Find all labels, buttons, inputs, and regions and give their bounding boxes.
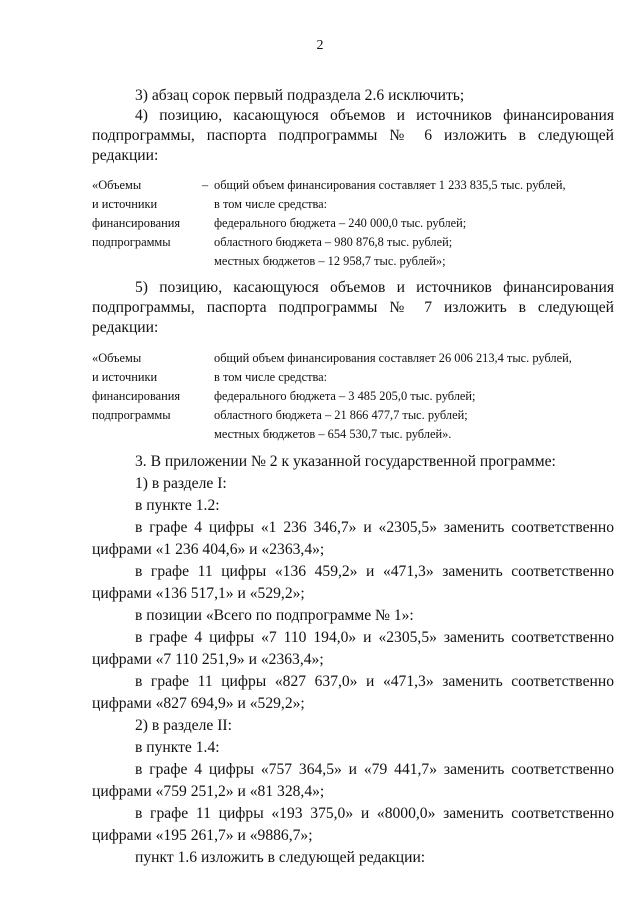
amendment-line: цифрами «7 110 251,9» и «2363,4»; [92,651,324,668]
table-value: местных бюджетов – 654 530,7 тыс. рублей». [214,427,452,441]
amendment-line: в графе 4 цифры «1 236 346,7» и «2305,5» заменить соответственно [135,519,614,536]
paragraph-5-line-3: редакции: [92,319,159,336]
amendment-line: в графе 11 цифры «193 375,0» и «8000,0» заменить соответственно [135,805,614,822]
paragraph-5-line-2: подпрограммы, паспорта подпрограммы № 7 изложить в следующей [92,299,614,316]
section-1-heading: 1) в разделе I: [135,475,227,492]
item-1-4: в пункте 1.4: [135,739,220,756]
amendment-line: в графе 11 цифры «136 459,2» и «471,3» заменить соответственно [135,563,614,580]
table-label: подпрограммы [92,235,171,249]
table-value: общий объем финансирования составляет 1 233 835,5 тыс. рублей, [214,178,566,192]
amendment-line: цифрами «195 261,7» и «9886,7»; [92,827,313,844]
table-value: в том числе средства: [214,370,328,384]
table-value: федерального бюджета – 3 485 205,0 тыс. рублей; [214,389,476,403]
amendment-line: в графе 4 цифры «757 364,5» и «79 441,7» заменить соответственно [135,761,614,778]
table-value: областного бюджета – 21 866 477,7 тыс. рублей; [214,408,468,422]
paragraph-4-line-2: подпрограммы, паспорта подпрограммы № 6 изложить в следующей [92,127,614,144]
paragraph-4-line-1: 4) позицию, касающуюся объемов и источников финансирования [135,107,614,124]
amendment-line: цифрами «136 517,1» и «529,2»; [92,585,305,602]
page-number: 2 [316,38,324,53]
item-1-2: в пункте 1.2: [135,497,220,514]
table-label: «Объемы [92,351,142,365]
table-dash: – [202,178,209,192]
table-value: в том числе средства: [214,197,328,211]
section-2-heading: 2) в разделе II: [135,717,232,734]
table-label: подпрограммы [92,408,171,422]
section-3-heading: 3. В приложении № 2 к указанной государственной программе: [135,453,556,470]
table-value: общий объем финансирования составляет 26 006 213,4 тыс. рублей, [214,351,572,365]
position-total: в позиции «Всего по подпрограмме № 1»: [135,607,414,624]
amendment-line: цифрами «759 251,2» и «81 328,4»; [92,783,325,800]
paragraph-4-line-3: редакции: [92,147,159,164]
table-label: и источники [92,370,158,384]
amendment-line: в графе 11 цифры «827 637,0» и «471,3» заменить соответственно [135,673,614,690]
table-value: федерального бюджета – 240 000,0 тыс. рублей; [214,216,467,230]
item-1-6-intro: пункт 1.6 изложить в следующей редакции: [135,849,426,866]
amendment-line: цифрами «827 694,9» и «529,2»; [92,695,305,712]
table-label: финансирования [92,389,181,403]
table-label: финансирования [92,216,181,230]
paragraph-3: 3) абзац сорок первый подраздела 2.6 исключить; [135,87,465,104]
table-label: «Объемы [92,178,142,192]
amendment-line: цифрами «1 236 404,6» и «2363,4»; [92,541,325,558]
table-label: и источники [92,197,158,211]
paragraph-5-line-1: 5) позицию, касающуюся объемов и источников финансирования [135,279,614,296]
table-value: областного бюджета – 980 876,8 тыс. рублей; [214,235,453,249]
table-value: местных бюджетов – 12 958,7 тыс. рублей»; [214,254,446,268]
amendment-line: в графе 4 цифры «7 110 194,0» и «2305,5» заменить соответственно [135,629,614,646]
